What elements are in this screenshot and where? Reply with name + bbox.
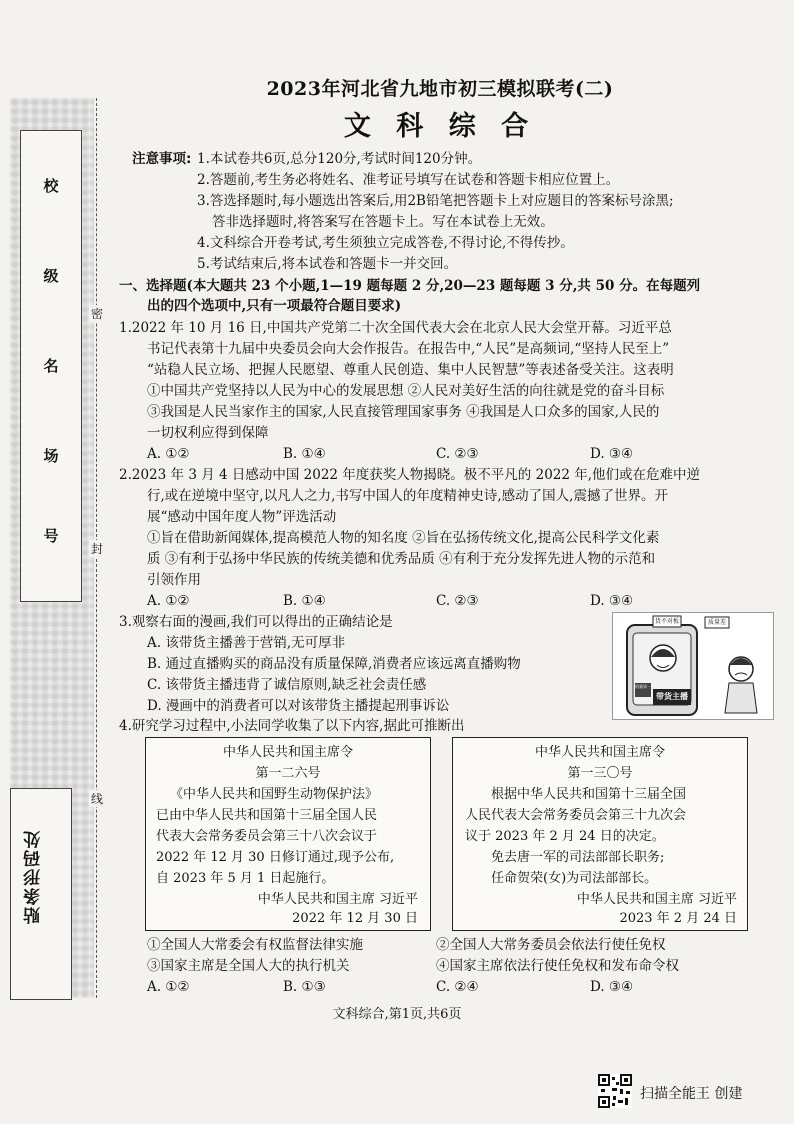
decree-right-date: 2023 年 2 月 24 日	[619, 911, 737, 926]
q4-option-b[interactable]: B. ①③	[283, 979, 326, 995]
decree-right-signer: 中华人民共和国主席 习近平	[576, 892, 737, 907]
subject-title: 文 科 综 合	[343, 111, 537, 142]
q1-statement: ①中国共产党坚持以人民为中心的发展思想 ②人民对美好生活的向往就是党的奋斗目标	[147, 383, 665, 399]
q1-option-d[interactable]: D. ③④	[590, 446, 634, 462]
decree-left-title: 中华人民共和国主席令	[222, 745, 353, 760]
notice-item: 4.文科综合开卷考试,考生须独立完成答卷,不得讨论,不得传抄。	[197, 235, 574, 251]
barcode-label: 贴条形码处	[24, 829, 44, 924]
class-label: 级	[43, 267, 59, 285]
decree-left-date: 2022 年 12 月 30 日	[292, 911, 418, 926]
decree-right-title: 中华人民共和国主席令	[534, 745, 665, 760]
seal-word-mi: 密	[90, 307, 103, 321]
cartoon-host-label: 带货主播	[656, 692, 688, 701]
cartoon-bubble-2: 质量差	[707, 619, 726, 626]
q1-statement: ③我国是人民当家作主的国家,人民直接管理国家事务 ④我国是人口众多的国家,人民的	[147, 404, 660, 420]
decree-right-body: 议于 2023 年 2 月 24 日的决定。	[465, 829, 665, 844]
cartoon-illustration	[613, 613, 773, 719]
cartoon-sign: 销量第一	[635, 684, 651, 689]
decree-left-number: 第一二六号	[255, 766, 321, 781]
q1-option-b[interactable]: B. ①④	[283, 446, 326, 462]
seat-number-label: 号	[43, 527, 59, 545]
notice-label: 注意事项:	[132, 151, 192, 167]
notice-item: 3.答选择题时,每小题选出答案后,用2B铅笔把答题卡上对应题目的答案标号涂黑;	[197, 193, 674, 209]
q2-stem: 2.2023 年 3 月 4 日感动中国 2022 年度获奖人物揭晓。极不平凡的 2022 年,他们或在危难中逆	[119, 467, 701, 483]
q4-statement: ④国家主席依法行使任免权和发布命令权	[436, 958, 679, 974]
q4-statement: ①全国人大常委会有权监督法律实施	[147, 937, 363, 953]
decree-right-body: 人民代表大会常务委员会第三十九次会	[465, 808, 687, 823]
q1-statement: 一切权利应得到保障	[147, 425, 269, 441]
q4-stem: 4.研究学习过程中,小法同学收集了以下内容,据此可推断出	[119, 718, 465, 734]
q1-stem: “站稳人民立场、把握人民愿望、尊重人民创造、集中人民智慧”等表述备受关注。这表明	[147, 362, 674, 378]
decree-left-body: 自 2023 年 5 月 1 日起施行。	[156, 871, 335, 886]
decree-left-signer: 中华人民共和国主席 习近平	[257, 892, 418, 907]
seal-word-xian: 线	[90, 792, 103, 806]
q4-statement: ③国家主席是全国人大的执行机关	[147, 958, 350, 974]
decree-left-body: 2022 年 12 月 30 日修订通过,现予公布,	[156, 850, 395, 865]
q1-option-a[interactable]: A. ①②	[147, 446, 190, 462]
q2-option-c[interactable]: C. ②③	[436, 593, 479, 609]
q2-statement: 引领作用	[147, 572, 201, 588]
decree-right	[452, 737, 748, 931]
decree-left-body: 《中华人民共和国野生动物保护法》	[170, 787, 379, 802]
notice-item: 1.本试卷共6页,总分120分,考试时间120分钟。	[197, 151, 482, 167]
notice-item: 答非选择题时,将答案写在答题卡上。写在本试卷上无效。	[212, 214, 554, 230]
q3-stem: 3.观察右面的漫画,我们可以得出的正确结论是	[119, 614, 393, 630]
q4-statement: ②全国人大常务委员会依法行使任免权	[436, 937, 666, 953]
section-heading: 出的四个选项中,只有一项最符合题目要求)	[147, 298, 402, 314]
q1-stem: 1.2022 年 10 月 16 日,中国共产党第二十次全国代表大会在北京人民大会堂开幕。习近平总	[119, 320, 672, 336]
decree-left-body: 已由中华人民共和国第十三届全国人民	[156, 808, 378, 823]
name-label: 名	[43, 357, 59, 375]
q4-option-c[interactable]: C. ②④	[436, 979, 479, 995]
q1-option-c[interactable]: C. ②③	[436, 446, 479, 462]
notice-item: 5.考试结束后,将本试卷和答题卡一并交回。	[197, 256, 458, 272]
qr-code-icon	[598, 1074, 632, 1108]
page-footer: 文科综合,第1页,共6页	[332, 1007, 462, 1022]
q2-statement: ①旨在借助新闻媒体,提高模范人物的知名度 ②旨在弘扬传统文化,提高公民科学文化素	[147, 530, 660, 546]
scanner-watermark: 扫描全能王 创建	[640, 1086, 743, 1102]
notice-item: 2.答题前,考生务必将姓名、准考证号填写在试卷和答题卡相应位置上。	[197, 172, 620, 188]
q4-option-d[interactable]: D. ③④	[590, 979, 634, 995]
cartoon-bubble-1: 货不对板	[654, 618, 679, 625]
school-label: 校	[43, 177, 59, 195]
decree-right-body: 免去唐一军的司法部部长职务;	[491, 850, 665, 865]
q3-option-b[interactable]: B. 通过直播购买的商品没有质量保障,消费者应该远离直播购物	[147, 656, 521, 672]
section-heading: 一、选择题(本大题共 23 个小题,1—19 题每题 2 分,20—23 题每题 3 分,共 50 分。在每题列	[119, 278, 701, 294]
q2-option-a[interactable]: A. ①②	[147, 593, 190, 609]
decree-right-body: 任命贺荣(女)为司法部部长。	[491, 871, 658, 886]
q2-stem: 展“感动中国年度人物”评选活动	[147, 509, 337, 525]
decree-right-number: 第一三〇号	[567, 766, 633, 781]
q3-option-a[interactable]: A. 该带货主播善于营销,无可厚非	[147, 635, 346, 651]
livestream-cartoon	[612, 612, 774, 720]
seal-word-feng: 封	[90, 542, 103, 556]
exam-title: 2023年河北省九地市初三模拟联考(二)	[266, 78, 614, 100]
q2-statement: 质 ③有利于弘扬中华民族的传统美德和优秀品质 ④有利于充分发挥先进人物的示范和	[147, 551, 656, 567]
q2-stem: 行,或在逆境中坚守,以凡人之力,书写中国人的年度精神史诗,感动了国人,震撼了世界。开	[147, 488, 668, 504]
decree-right-body: 根据中华人民共和国第十三届全国	[491, 787, 687, 802]
q3-option-d[interactable]: D. 漫画中的消费者可以对该带货主播提起刑事诉讼	[147, 698, 450, 714]
q2-option-d[interactable]: D. ③④	[590, 593, 634, 609]
q1-stem: 书记代表第十九届中央委员会向大会作报告。在报告中,“人民”是高频词,“坚持人民至上”	[147, 341, 670, 357]
barcode-area	[10, 788, 72, 1000]
q2-option-b[interactable]: B. ①④	[283, 593, 326, 609]
q3-option-c[interactable]: C. 该带货主播违背了诚信原则,缺乏社会责任感	[147, 677, 427, 693]
exam-room-label: 场	[43, 447, 59, 465]
student-info-box	[20, 130, 82, 602]
decree-left	[145, 737, 431, 931]
q4-option-a[interactable]: A. ①②	[147, 979, 190, 995]
decree-left-body: 代表大会常务委员会第三十八次会议于	[156, 829, 378, 844]
